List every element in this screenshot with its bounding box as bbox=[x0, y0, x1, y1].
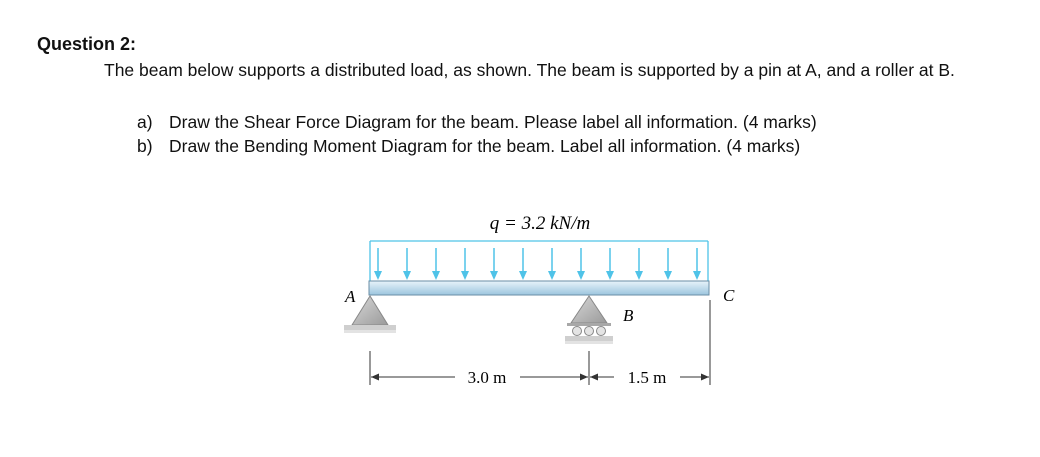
point-c-label: C bbox=[723, 286, 735, 305]
distributed-load bbox=[370, 241, 708, 281]
point-a-label: A bbox=[345, 287, 356, 306]
load-arrow bbox=[577, 248, 585, 280]
load-arrow bbox=[606, 248, 614, 280]
load-arrow bbox=[693, 248, 701, 280]
dim-ab-label: 3.0 m bbox=[467, 368, 507, 387]
load-arrow bbox=[403, 248, 411, 280]
load-arrow bbox=[664, 248, 672, 280]
part-a-text: Draw the Shear Force Diagram for the beam. Please label all information. (4 marks) bbox=[169, 112, 817, 132]
load-arrow bbox=[519, 248, 527, 280]
load-arrow bbox=[548, 248, 556, 280]
point-b-label: B bbox=[623, 306, 634, 325]
dim-bc-label: 1.5 m bbox=[627, 368, 667, 387]
question-heading: Question 2: bbox=[37, 34, 137, 54]
roller-support-b bbox=[565, 296, 613, 344]
load-arrow bbox=[490, 248, 498, 280]
question-intro: The beam below supports a distributed load, as shown. The beam is supported by a pin at A, and a roller at B. bbox=[104, 60, 955, 80]
part-b-text: Draw the Bending Moment Diagram for the beam. Label all information. (4 marks) bbox=[169, 136, 801, 156]
load-arrow bbox=[635, 248, 643, 280]
load-arrows bbox=[374, 248, 701, 280]
part-b-marker: b) bbox=[137, 136, 153, 156]
load-label: q = 3.2 kN/m bbox=[489, 213, 591, 234]
load-arrow bbox=[374, 248, 382, 280]
load-arrow bbox=[432, 248, 440, 280]
beam bbox=[369, 281, 709, 295]
load-arrow bbox=[461, 248, 469, 280]
part-a-marker: a) bbox=[137, 112, 153, 132]
